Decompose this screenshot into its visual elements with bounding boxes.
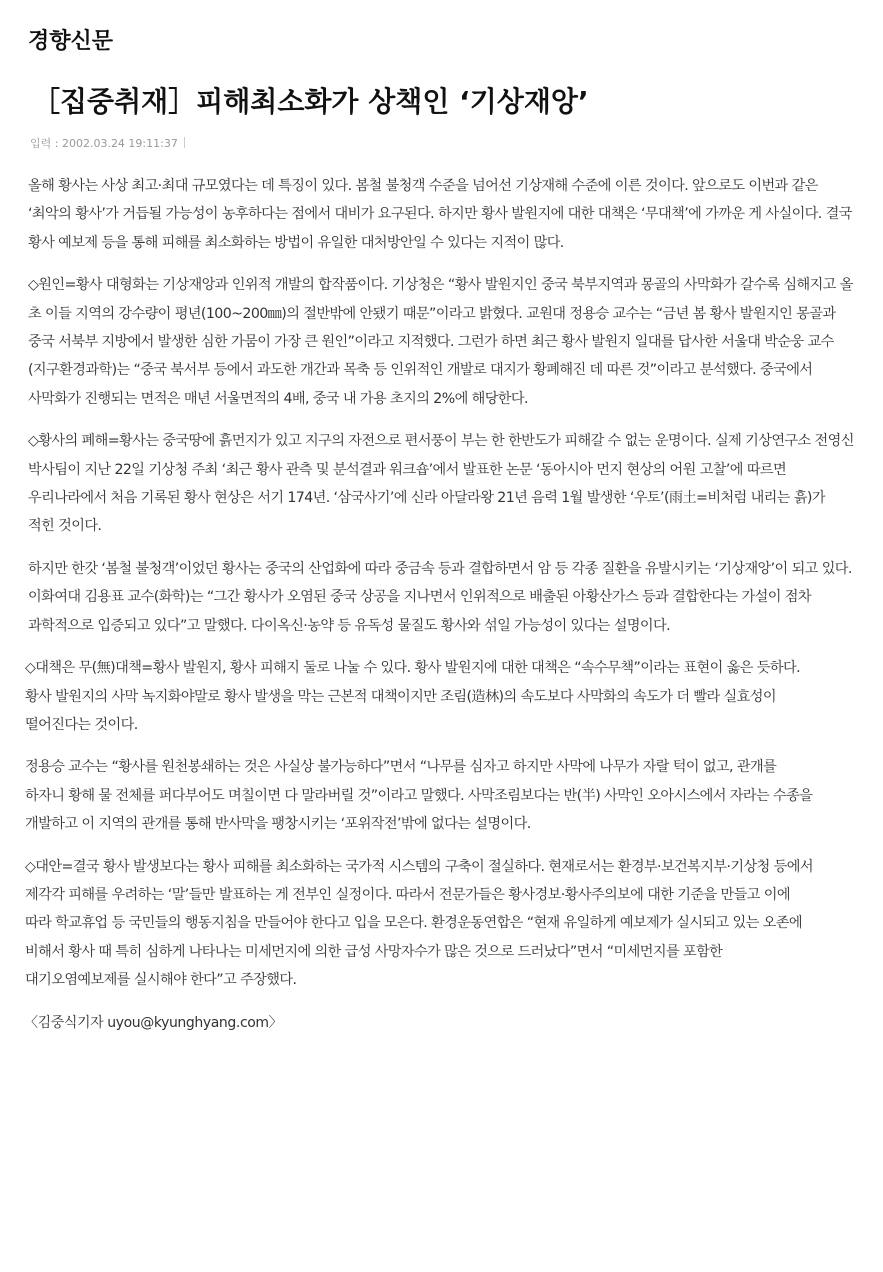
article-paragraph-quote: 정용승 교수는 “황사를 원천봉쇄하는 것은 사실상 불가능하다”면서 “나무를 심자고 하지만 사막에 나무가 자랄 턱이 없고, 관개를 하자니 황해 물 전체를 퍼다부어도 며칠이면 다 말라버릴 것”이라고 말했다. 사막조림보다는 반(半) 사막인 오아시스에서 자라는 수종을 개발하고 이 지역의 관개를 통해 반사막을 팽창시키는 ‘포위작전’밖에 없다는 설명이다. (25, 759, 813, 833)
article-byline: 〈김중식기자 uyou@kyunghyang.com〉 (24, 1014, 283, 1031)
published-date: 2002.03.24 19:11:37 (61, 137, 178, 150)
meta-divider (184, 137, 185, 148)
article-paragraph-no-measures: ◇대책은 무(無)대책=황사 발원지, 황사 피해지 둘로 나눌 수 있다. 황사 발원지에 대한 대책은 “속수무책”이라는 표현이 옳은 듯하다. 황사 발원지의 사막 녹지화야말로 황사 발생을 막는 근본적 대책이지만 조림(造林)의 속도보다 사막화의 속도가 더 빨라 실효성이 떨어진다는 것이다. (25, 660, 800, 733)
article-paragraph-disaster: 하지만 한갓 ‘봄철 불청객’이었던 황사는 중국의 산업화에 따라 중금속 등과 결합하면서 암 등 각종 질환을 유발시키는 ‘기상재앙’이 되고 있다. 이화여대 김용표 교수(화학)는 “그간 황사가 오염된 중국 상공을 지나면서 인위적으로 배출된 아황산가스 등과 결합한다는 가설이 점차 과학적으로 입증되고 있다”고 말했다. 다이옥신·농약 등 유독성 물질도 황사와 섞일 가능성이 있다는 설명이다. (28, 560, 852, 634)
published-label: 입력 : (30, 137, 62, 150)
article-body (24, 172, 854, 1037)
article-paragraph-cause: ◇원인=황사 대형화는 기상재앙과 인위적 개발의 합작품이다. 기상청은 “황사 발원지인 중국 북부지역과 몽골의 사막화가 갈수록 심해지고 올 초 이들 지역의 강수량이 평년(100~200㎜)의 절반밖에 안됐기 때문”이라고 밝혔다. 교원대 정용승 교수는 “금년 봄 황사 발원지인 몽골과 중국 서북부 지방에서 발생한 심한 가뭄이 가장 큰 원인”이라고 지적했다. 그런가 하면 최근 황사 발원지 일대를 답사한 서울대 박순웅 교수(지구환경과학)는 “중국 북서부 등에서 과도한 개간과 목축 등 인위적인 개발로 대지가 황폐해진 데 따른 것”이라고 분석했다. 중국에서 사막화가 진행되는 면적은 매년 서울면적의 4배, 중국 내 가용 초지의 2%에 해당한다. (28, 277, 853, 407)
article-paragraph-harm: ◇황사의 폐해=황사는 중국땅에 흙먼지가 있고 지구의 자전으로 편서풍이 부는 한 한반도가 피해갈 수 없는 운명이다. 실제 기상연구소 전영신 박사팀이 지난 22일 기상청 주최 ‘최근 황사 관측 및 분석결과 워크숍’에서 발표한 논문 ‘동아시아 먼지 현상의 어원 고찰’에 따르면 우리나라에서 처음 기록된 황사 현상은 서기 174년. ‘삼국사기’에 신라 아달라왕 21년 음력 1월 발생한 ‘우토’(雨土=비처럼 내리는 흙)가 적힌 것이다. (28, 433, 854, 535)
article-headline: ［집중취재］피해최소화가 상책인 ‘기상재앙’ (32, 85, 589, 118)
article-paragraph-alternative: ◇대안=결국 황사 발생보다는 황사 피해를 최소화하는 국가적 시스템의 구축이 절실하다. 현재로서는 환경부·보건복지부·기상청 등에서 제각각 피해를 우려하는 ‘말’들만 발표하는 게 전부인 실정이다. 따라서 전문가들은 황사경보·황사주의보에 대한 기준을 만들고 이에 따라 학교휴업 등 국민들의 행동지침을 만들어야 한다고 입을 모은다. 환경운동연합은 “현재 유일하게 예보제가 실시되고 있는 오존에 비해서 황사 때 특히 심하게 나타나는 미세먼지에 의한 급성 사망자수가 많은 것으로 드러났다”면서 “미세먼지를 포함한 대기오염예보제를 실시해야 한다”고 주장했다. (25, 858, 813, 989)
newspaper-logo[interactable]: 경향신문 (28, 28, 114, 54)
article-meta (30, 137, 185, 151)
article-paragraph-intro: 올해 황사는 사상 최고·최대 규모였다는 데 특징이 있다. 봄철 불청객 수준을 넘어선 기상재해 수준에 이른 것이다. 앞으로도 이번과 같은 ‘최악의 황사’가 거듭될 가능성이 농후하다는 점에서 대비가 요구된다. 하지만 황사 발원지에 대한 대책은 ‘무대책’에 가까운 게 사실이다. 결국 황사 예보제 등을 통해 피해를 최소화하는 방법이 유일한 대처방안일 수 있다는 지적이 많다. (28, 178, 852, 251)
